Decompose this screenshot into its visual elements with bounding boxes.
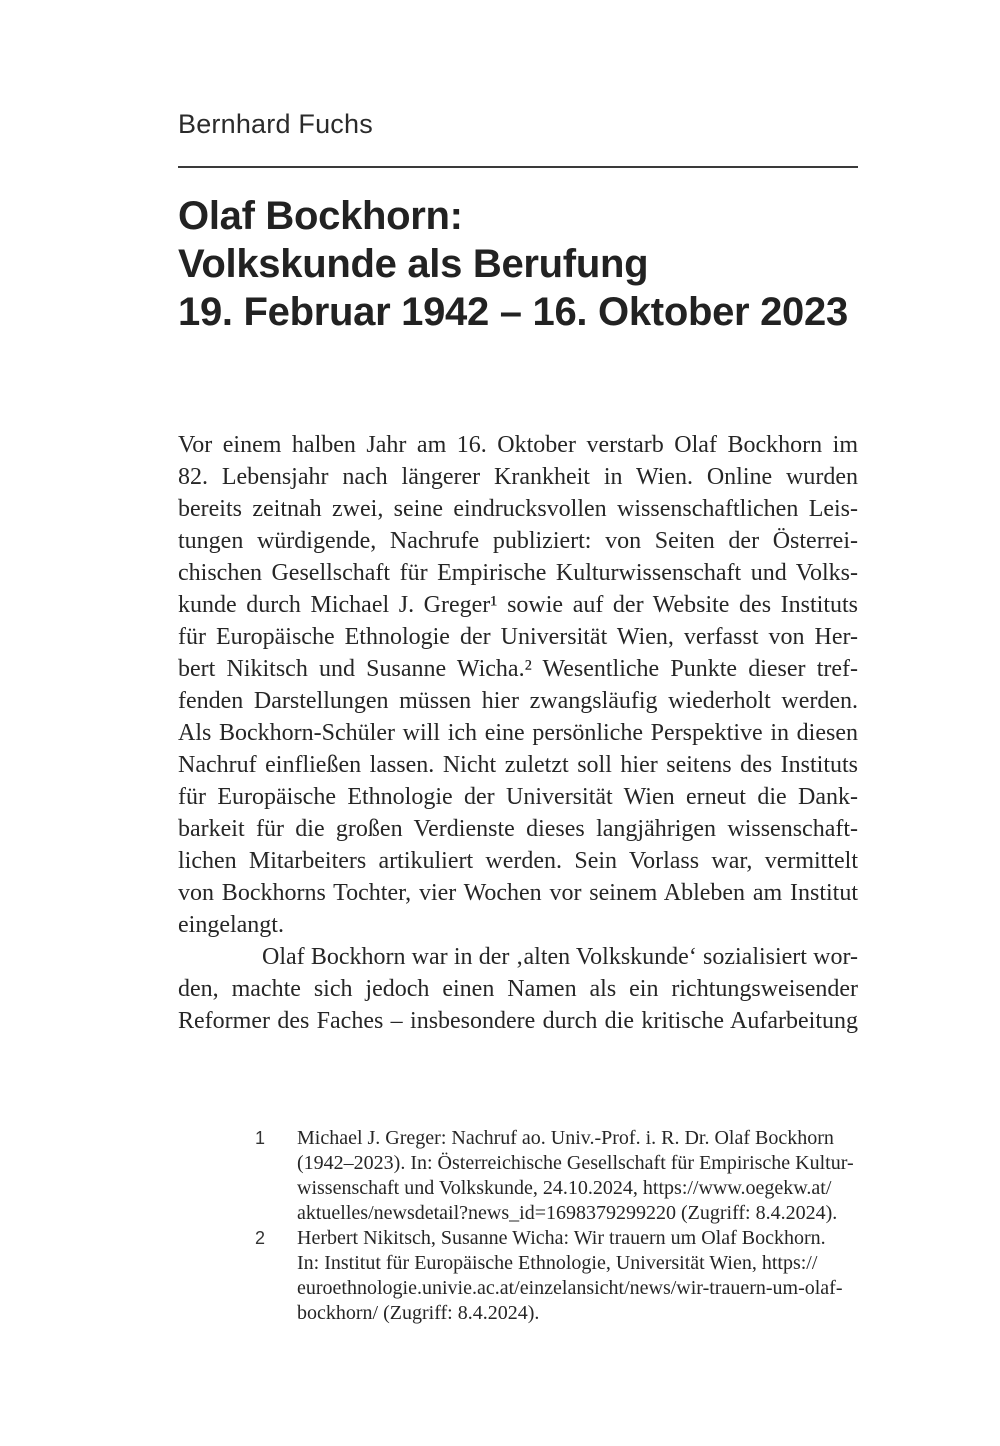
body-line: den, machte sich jedoch einen Namen als ein richtungsweisender: [178, 976, 858, 1002]
footnote-line: Herbert Nikitsch, Susanne Wicha: Wir trauern um Olaf Bockhorn.: [297, 1227, 826, 1249]
body-line: Olaf Bockhorn war in der ‚alten Volkskunde‘ sozialisiert wor-: [262, 944, 858, 970]
footnote-line: In: Institut für Europäische Ethnologie, Universität Wien, https://: [297, 1252, 818, 1274]
body-line: Reformer des Faches – insbesondere durch die kritische Aufarbeitung: [178, 1008, 858, 1034]
footnote-line: wissenschaft und Volkskunde, 24.10.2024, https://www.oegekw.at/: [297, 1177, 832, 1199]
body-line: kunde durch Michael J. Greger¹ sowie auf der Website des Instituts: [178, 592, 858, 618]
title-line-2: Volkskunde als Berufung: [178, 242, 649, 286]
footnote: [255, 1126, 875, 1226]
footnote-line: aktuelles/newsdetail?news_id=1698379299220 (Zugriff: 8.4.2024).: [297, 1202, 838, 1224]
article-body: [178, 429, 858, 1037]
body-line: Als Bockhorn-Schüler will ich eine persönliche Perspektive in diesen: [178, 720, 858, 746]
body-line: chischen Gesellschaft für Empirische Kulturwissenschaft und Volks-: [178, 560, 858, 586]
body-line: für Europäische Ethnologie der Universität Wien erneut die Dank-: [178, 784, 858, 810]
header-rule: [178, 166, 858, 168]
body-line: für Europäische Ethnologie der Universität Wien, verfasst von Her-: [178, 624, 858, 650]
title-line-1: Olaf Bockhorn:: [178, 194, 463, 238]
title-line-3: 19. Februar 1942 – 16. Oktober 2023: [178, 290, 848, 334]
author-name: Bernhard Fuchs: [178, 109, 373, 139]
body-line: bert Nikitsch und Susanne Wicha.² Wesentliche Punkte dieser tref-: [178, 656, 858, 682]
body-line: 82. Lebensjahr nach längerer Krankheit in Wien. Online wurden: [178, 464, 858, 490]
body-line: eingelangt.: [178, 912, 284, 938]
body-line: fenden Darstellungen müssen hier zwangsläufig wiederholt werden.: [178, 688, 858, 714]
body-line: lichen Mitarbeiters artikuliert werden. Sein Vorlass war, vermittelt: [178, 848, 858, 874]
footnote-marker: 1: [255, 1128, 266, 1148]
footnote-marker: 2: [255, 1228, 266, 1248]
body-line: von Bockhorns Tochter, vier Wochen vor seinem Ableben am Institut: [178, 880, 858, 906]
article-title: [178, 192, 898, 336]
body-line: Vor einem halben Jahr am 16. Oktober verstarb Olaf Bockhorn im: [178, 432, 858, 458]
footnote-text: [297, 1126, 875, 1226]
footnote-line: Michael J. Greger: Nachruf ao. Univ.-Prof. i. R. Dr. Olaf Bockhorn: [297, 1127, 834, 1149]
body-line: tungen würdigende, Nachrufe publiziert: von Seiten der Österrei-: [178, 528, 858, 554]
footnote-text: [297, 1226, 875, 1326]
body-line: barkeit für die großen Verdienste dieses langjährigen wissenschaft-: [178, 816, 858, 842]
footnote-line: euroethnologie.univie.ac.at/einzelansicht/news/wir-trauern-um-olaf-: [297, 1277, 843, 1299]
footnote-line: bockhorn/ (Zugriff: 8.4.2024).: [297, 1302, 540, 1324]
footnote: [255, 1226, 875, 1326]
body-line: bereits zeitnah zwei, seine eindrucksvollen wissenschaftlichen Leis-: [178, 496, 858, 522]
footnote-line: (1942–2023). In: Österreichische Gesellschaft für Empirische Kultur-: [297, 1152, 854, 1174]
body-line: Nachruf einfließen lassen. Nicht zuletzt soll hier seitens des Instituts: [178, 752, 858, 778]
footnotes: [255, 1126, 875, 1326]
